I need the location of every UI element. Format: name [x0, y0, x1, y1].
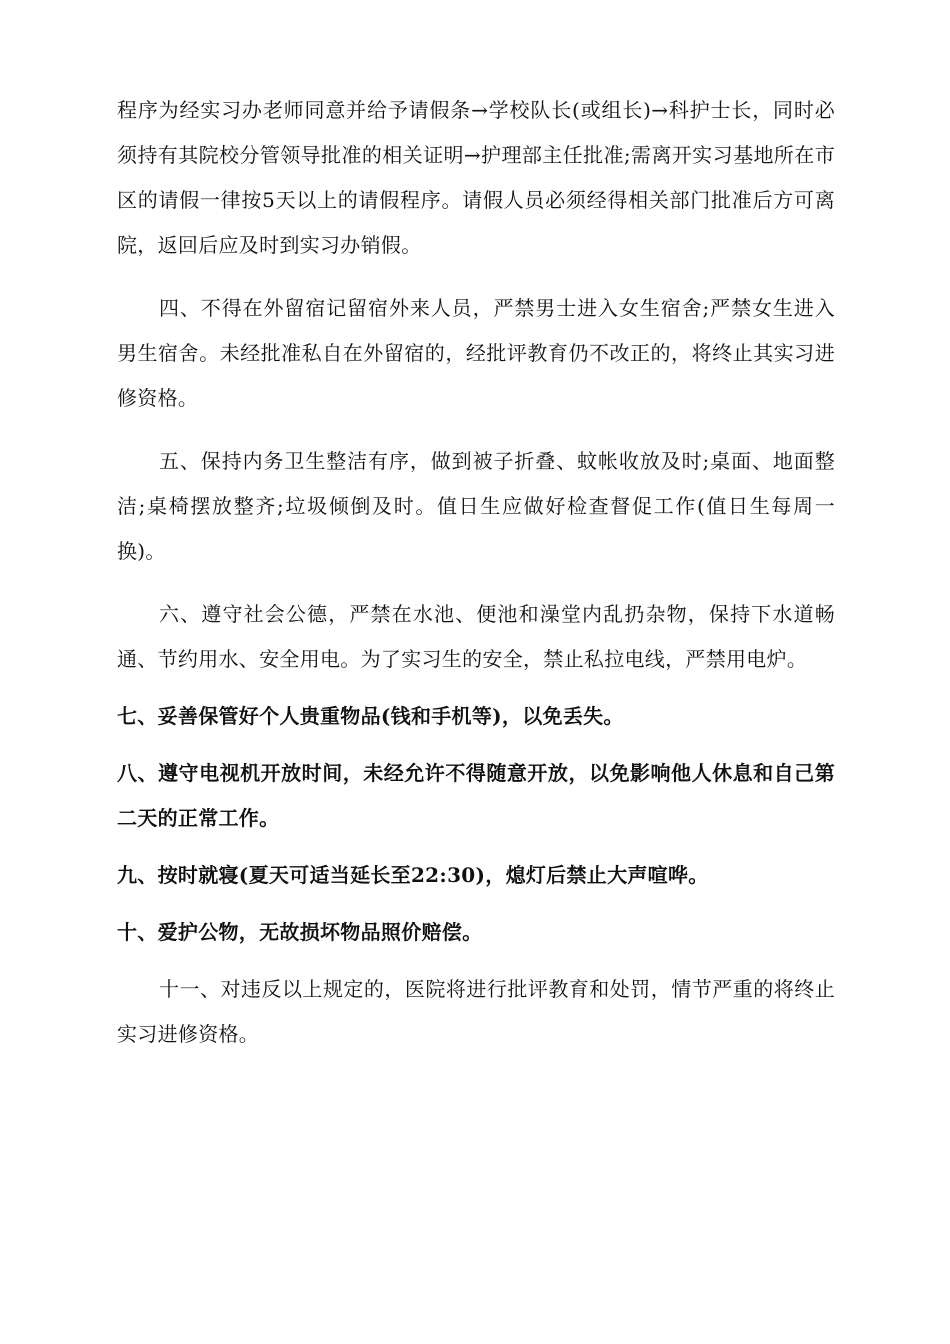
paragraph-rule-9-bedtime: 九、按时就寝(夏天可适当延长至22:30)，熄灯后禁止大声喧哗。	[117, 863, 709, 887]
paragraph-rule-11-penalties: 十一、对违反以上规定的，医院将进行批评教育和处罚，情节严重的将终止实习进修资格。	[117, 977, 835, 1046]
paragraph-rule-8-television: 八、遵守电视机开放时间，未经允许不得随意开放，以免影响他人休息和自己第二天的正常工作。	[117, 761, 835, 830]
paragraph-rule-6-public-morality: 六、遵守社会公德，严禁在水池、便池和澡堂内乱扔杂物，保持下水道畅通、节约用水、安全用电。为了实习生的安全，禁止私拉电线，严禁用电炉。	[117, 602, 835, 671]
paragraph-rule-10-public-property: 十、爱护公物，无故损坏物品照价赔偿。	[117, 920, 483, 944]
paragraph-leave-procedure: 程序为经实习办老师同意并给予请假条→学校队长(或组长)→科护士长，同时必须持有其院校分管领导批准的相关证明→护理部主任批准;需离开实习基地所在市区的请假一律按5天以上的请假程序。请假人员必须经得相关部门批准后方可离院，返回后应及时到实习办销假。	[117, 98, 835, 257]
paragraph-rule-7-valuables: 七、妥善保管好个人贵重物品(钱和手机等)，以免丢失。	[117, 704, 624, 728]
paragraph-rule-5-hygiene: 五、保持内务卫生整洁有序，做到被子折叠、蚊帐收放及时;桌面、地面整洁;桌椅摆放整齐;垃圾倾倒及时。值日生应做好检查督促工作(值日生每周一换)。	[117, 449, 835, 563]
document-body	[117, 88, 835, 1057]
paragraph-rule-4-overnight: 四、不得在外留宿记留宿外来人员，严禁男士进入女生宿舍;严禁女生进入男生宿舍。未经批准私自在外留宿的，经批评教育仍不改正的，将终止其实习进修资格。	[117, 296, 835, 410]
